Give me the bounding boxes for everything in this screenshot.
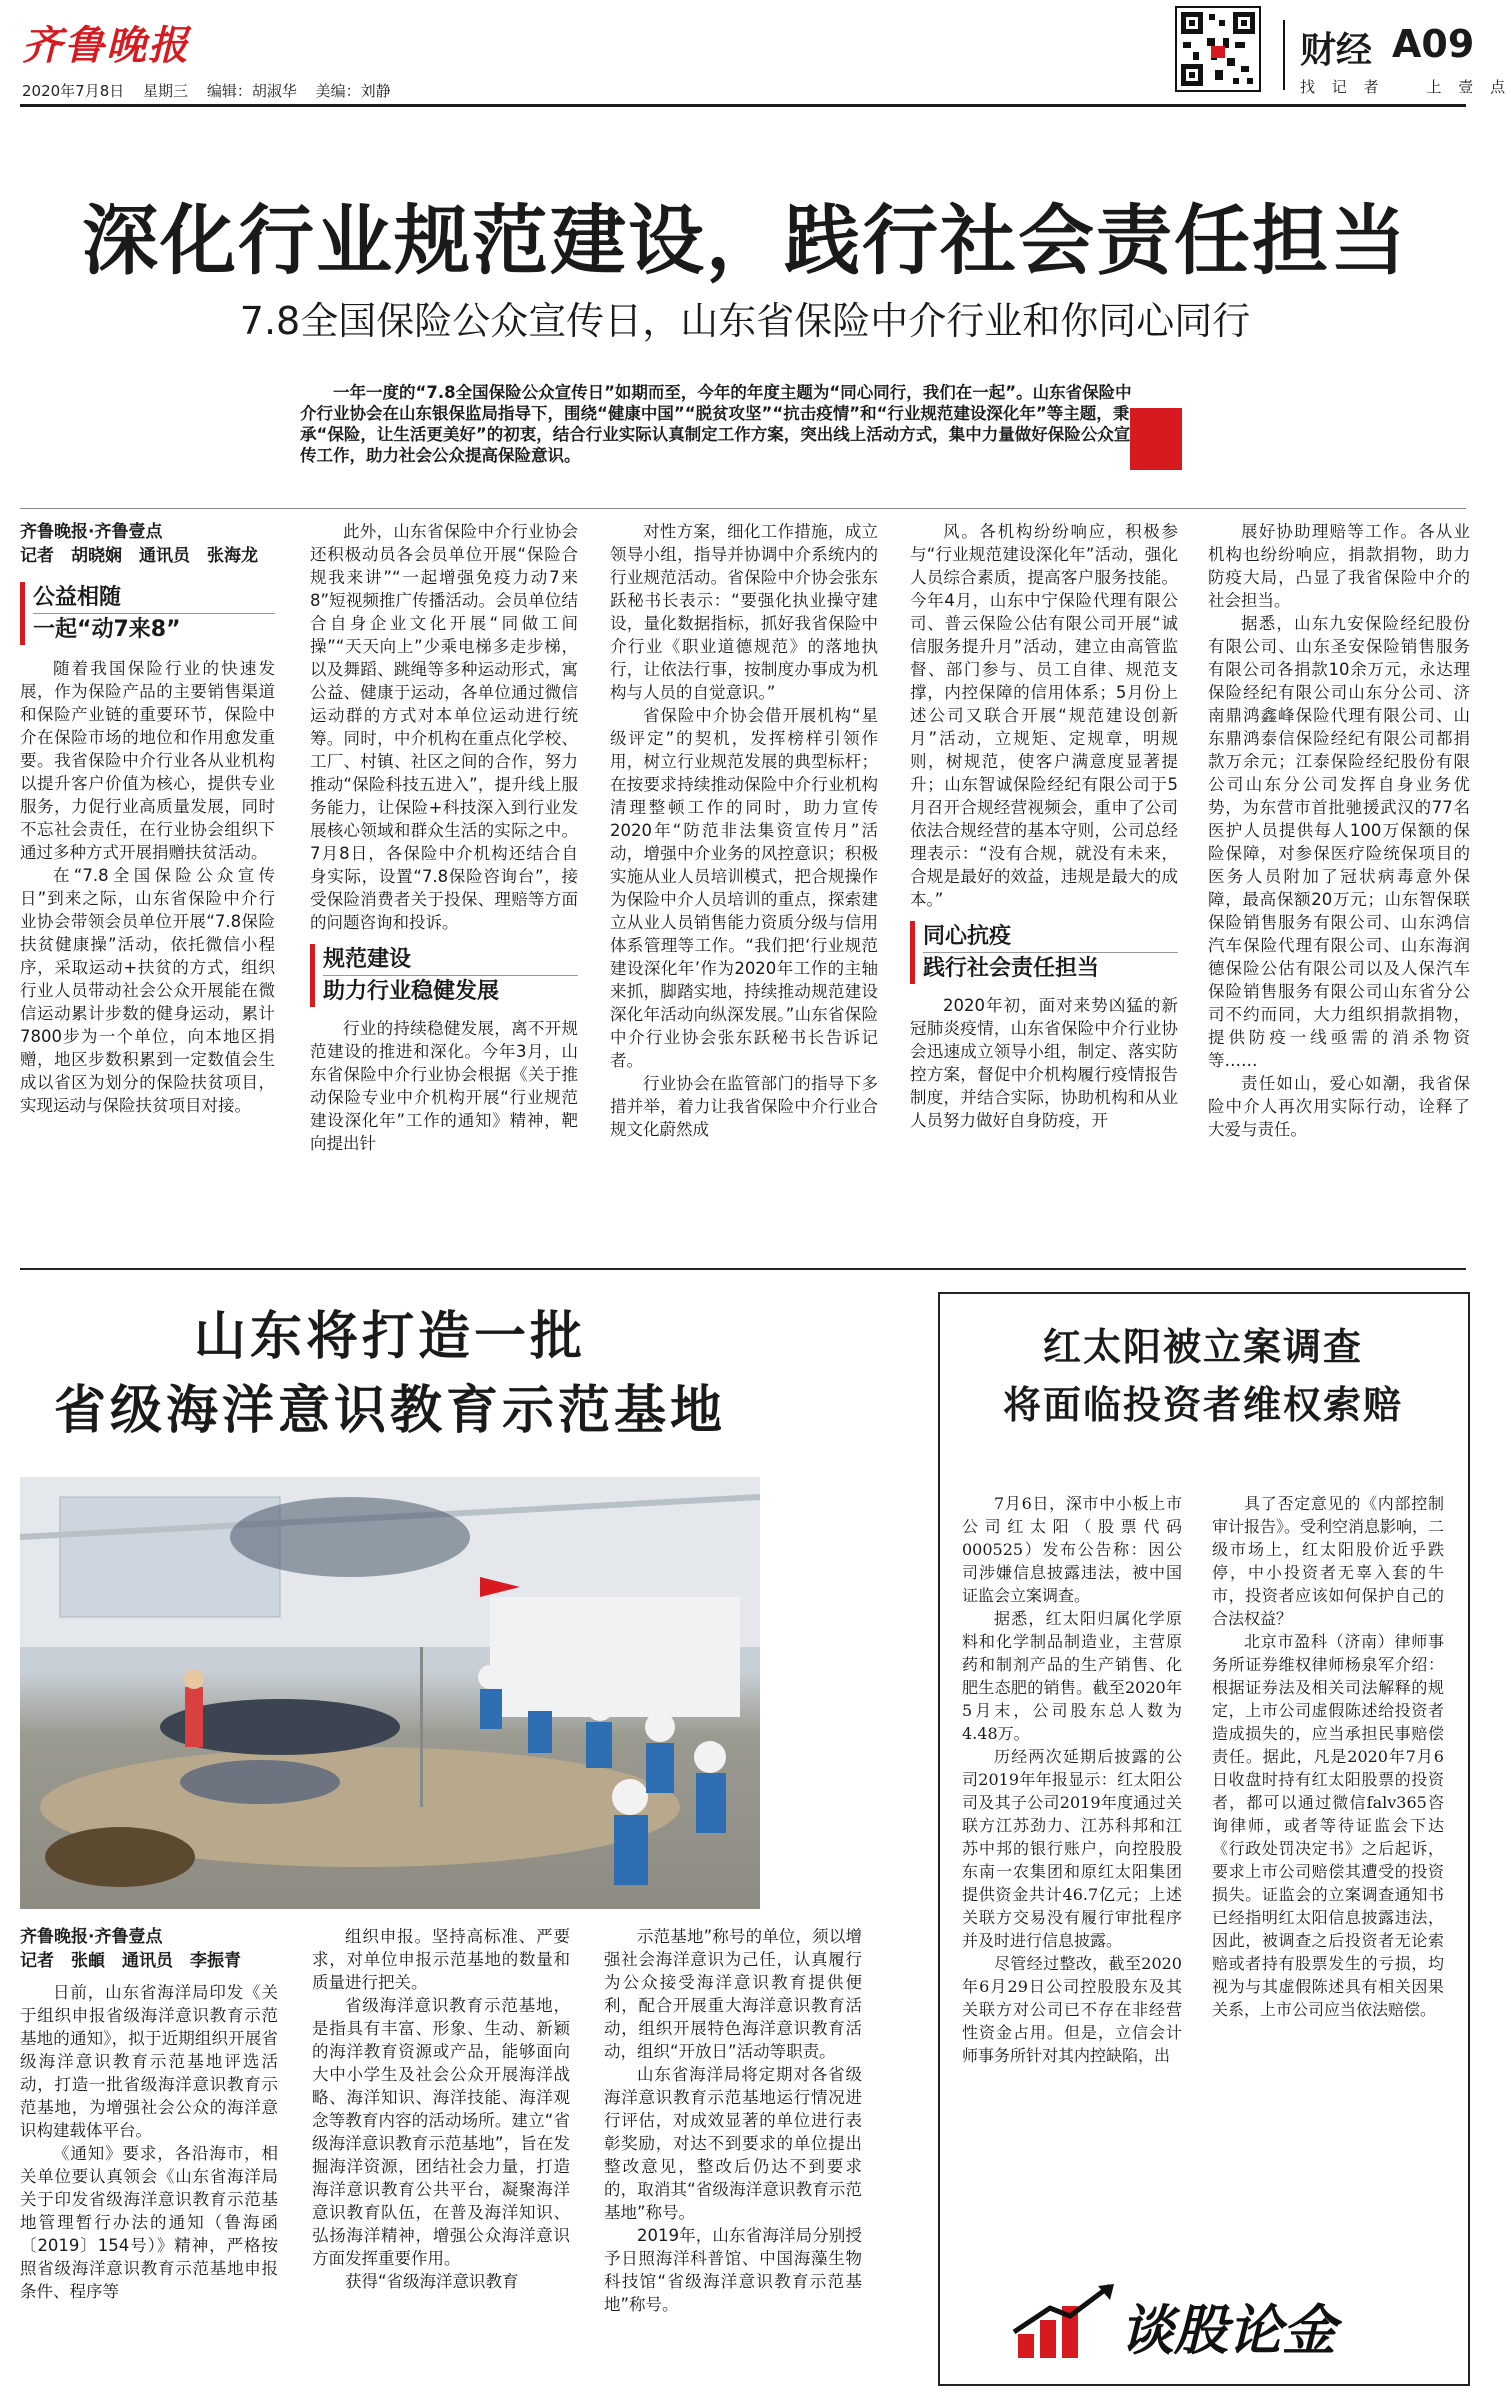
article1-column-1: [20, 520, 275, 1117]
tag-title: 公益相随: [33, 582, 275, 614]
paragraph: 随着我国保险行业的快速发展，作为保险产品的主要销售渠道和保险产业链的重要环节，保险中介在保险市场的地位和作用愈发重要。我省保险中介行业各从业机构以提升客户价值为核心，提供专业服务，力促行业高质量发展，同时不忘社会责任，在行业协会组织下通过多种方式开展捐赠扶贫活动。: [20, 659, 275, 862]
title-line-1: 红太阳被立案调查: [1042, 1325, 1363, 1369]
masthead-divider: [1283, 20, 1285, 90]
article3-column-1: [962, 1492, 1182, 2067]
section-tag-standards: [310, 944, 578, 1007]
article2-column-2: [312, 1925, 570, 2293]
paragraph: 此外，山东省保险中介行业协会还积极动员各会员单位开展“保险合规我来讲”“一起增强免疫力动7来8”短视频推广传播活动。会员单位结合自身企业文化开展“同做工间操”“天天向上”少乘电梯多走步梯，以及舞蹈、跳绳等多种运动形式，寓公益、健康于运动，各单位通过微信运动群的方式对本单位运动进行统筹。同时，中介机构在重点化学校、工厂、村镇、社区之间的合作，努力推动“保险科技五进入”，提升线上服务能力，让保险+科技深入到行业发展核心领域和群众生活的实际之中。7月8日，各保险中介机构还结合自身实际，设置“7.8保险咨询台”，接受保险消费者关于投保、理赔等方面的问题咨询和投诉。: [310, 522, 578, 932]
top-rule: [20, 104, 1466, 107]
paragraph: 《通知》要求，各沿海市，相关单位要认真领会《山东省海洋局关于印发省级海洋意识教育示范基地管理暂行办法的通知（鲁海函〔2019〕154号）》精神，严格按照省级海洋意识教育示范基地申报条件、程序等: [20, 2144, 278, 2301]
article3-column-2: [1212, 1492, 1444, 2021]
paragraph: 山东省海洋局将定期对各省级海洋意识教育示范基地运行情况进行评估，对成效显著的单位进行表彰奖励，对达不到要求的单位提出整改意见，整改后仍达不到要求的，取消其“省级海洋意识教育示范基地”称号。: [604, 2065, 862, 2222]
paragraph: 2019年，山东省海洋局分别授予日照海洋科普馆、中国海藻生物科技馆“省级海洋意识教育示范基地”称号。: [604, 2226, 862, 2314]
paragraph: 2020年初，面对来势凶猛的新冠肺炎疫情，山东省保险中介行业协会迅速成立领导小组，制定、落实防控方案，督促中介机构履行疫情报告制度，并结合实际，协助机构和从业人员努力做好自身防疫，开: [910, 996, 1178, 1130]
section-tag-antiepidemic: [910, 921, 1178, 984]
paragraph: 展好协助理赔等工作。各从业机构也纷纷响应，捐款捐物，助力防疫大局，凸显了我省保险中介的社会担当。: [1208, 522, 1470, 610]
section-tag-charity: [20, 582, 275, 645]
qr-code-icon[interactable]: [1175, 6, 1261, 92]
paragraph: 获得“省级海洋意识教育: [345, 2272, 519, 2291]
article1-column-5: [1208, 520, 1470, 1141]
article1-column-2: [310, 520, 578, 1155]
paragraph: 示范基地”称号的单位，须以增强社会海洋意识为己任，认真履行为公众接受海洋意识教育提供便利，配合开展重大海洋意识教育活动，组织开展特色海洋意识教育活动，组织“开放日”活动等职责。: [604, 1927, 862, 2061]
paragraph: 对性方案，细化工作措施，成立领导小组，指导并协调中介系统内的行业规范活动。省保险中介协会张东跃秘书长表示：“要强化执业操守建设，量化数据指标，抓好我省保险中介行业《职业道德规范》的落地执行，让依法行事，按制度办事成为机构与人员的自觉意识。”: [610, 522, 878, 702]
byline-source: 齐鲁晚报·齐鲁壹点: [20, 522, 163, 542]
article1-column-3: [610, 520, 878, 1141]
paragraph: 责任如山，爱心如潮，我省保险中介人再次用实际行动，诠释了大爱与责任。: [1208, 1074, 1470, 1139]
paragraph: 组织申报。坚持高标准、严要求，对单位申报示范基地的数量和质量进行把关。: [312, 1927, 570, 1992]
main-headline: 深化行业规范建设，践行社会责任担当: [82, 196, 1408, 285]
paragraph: 北京市盈科（济南）律师事务所证券维权律师杨泉军介绍：根据证券法及相关司法解释的规定，上市公司虚假陈述给投资者造成损失的，应当承担民事赔偿责任。据此，凡是2020年7月6日收盘时持有红太阳股票的投资者，都可以通过微信falv365咨询律师，或者等待证监会下达《行政处罚决定书》之后起诉，要求上市公司赔偿其遭受的投资损失。证监会的立案调查通知书已经指明红太阳信息披露违法，因此，被调查之后投资者无论索赔或者持有股票发生的亏损，均视为与其虚假陈述具有相关因果关系，上市公司应当依法赔偿。: [1212, 1632, 1444, 2019]
tag-title: 同心抗疫: [923, 921, 1178, 953]
paragraph: 省级海洋意识教育示范基地，是指具有丰富、形象、生动、新颖的海洋教育资源或产品，能够面向大中小学生及社会公众开展海洋战略、海洋知识、海洋技能、海洋观念等教育内容的活动场所。建立“省级海洋意识教育示范基地”，旨在发掘海洋资源，团结社会力量，打造海洋意识教育公共平台，凝聚海洋意识教育队伍，在普及海洋知识、弘扬海洋精神，增强公众海洋意识方面发挥重要作用。: [312, 1996, 570, 2268]
tag-subtitle: 助力行业稳健发展: [323, 979, 500, 1004]
lead-rule: [20, 508, 1466, 509]
decorative-red-block: [1130, 408, 1182, 470]
paragraph: 7月6日，深市中小板上市公司红太阳（股票代码000525）发布公告称：因公司涉嫌信息披露违法，被中国证监会立案调查。: [962, 1494, 1182, 1605]
paragraph: 风。各机构纷纷响应，积极参与“行业规范建设深化年”活动，强化人员综合素质，提高客户服务技能。今年4月，山东中宁保险代理有限公司、普云保险公估有限公司开展“诚信服务提升月”活动，建立由高管监督、部门参与、员工自律、规范支撑，内控保障的信用体系；5月份上述公司又联合开展“规范建设创新月”活动，立规矩、定规章，明规则，树规范，使客户满意度显著提升；山东智诚保险经纪有限公司于5月召开合规经营视频会，重申了公司依法合规经营的基本守则，公司总经理表示：“没有合规，就没有未来，合规是最好的效益，违规是最大的成本。”: [910, 522, 1178, 909]
paragraph: 行业协会在监管部门的指导下多措并举，着力让我省保险中介行业合规文化蔚然成: [610, 1074, 878, 1139]
paragraph: 据悉，山东九安保险经纪股份有限公司、山东圣安保险销售服务有限公司各捐款10余万元，永达理保险经纪有限公司山东分公司、济南鼎鸿鑫峰保险代理有限公司、山东鼎鸿泰信保险经纪有限公司都捐款万余元；江泰保险经纪股份有限公司山东分公司发挥自身业务优势，为东营市首批驰援武汉的77名医护人员提供每人100万保额的保险保障，对参保医疗险统保项目的医务人员附加了冠状病毒意外保障，最高保额20万元；山东智保联保险销售服务有限公司、山东鸿信汽车保险代理有限公司、山东海润德保险公估有限公司以及人保汽车保险销售服务有限公司山东省分公司不约而同，大力组织捐款捐物，提供防疫一线亟需的消杀物资等……: [1208, 614, 1470, 1070]
section-rule: [20, 1268, 1466, 1270]
byline-reporters: 记者 张頔 通讯员 李振青: [20, 1951, 241, 1971]
bar-chart-icon: [1010, 2282, 1120, 2362]
issue-date: 2020年7月8日: [22, 82, 125, 100]
article2-column-3: [604, 1925, 862, 2316]
article1-column-4: [910, 520, 1178, 1132]
designer-credit: 美编：刘静: [315, 82, 391, 100]
paragraph: 据悉，红太阳归属化学原料和化学制品制造业，主营原药和制剂产品的生产销售、化肥生态肥的销售。截至2020年5月末，公司股东总人数为4.48万。: [962, 1609, 1182, 1743]
tag-title: 规范建设: [323, 944, 578, 976]
dateline: [22, 80, 405, 101]
paragraph: 历经两次延期后披露的公司2019年年报显示：红太阳公司及其子公司2019年度通过关联方江苏劲力、江苏科邦和江苏中邦的银行账户，向控股股东南一农集团和原红太阳集团提供资金共计46.7亿元；上述关联方交易没有履行审批程序并及时进行信息披露。: [962, 1747, 1182, 1950]
article2-column-1: [20, 1925, 278, 2303]
main-subheadline: 7.8全国保险公众宣传日，山东省保险中介行业和你同心同行: [239, 299, 1251, 343]
news-photo-ocean-museum: [20, 1477, 760, 1909]
paragraph: 尽管经过整改，截至2020年6月29日公司控股股东及其关联方对公司已不存在非经营性资金占用。但是，立信会计师事务所针对其内控缺陷，出: [962, 1954, 1182, 2065]
paragraph: 日前，山东省海洋局印发《关于组织申报省级海洋意识教育示范基地的通知》，拟于近期组织开展省级海洋意识教育示范基地评选活动，打造一批省级海洋意识教育示范基地，为增强社会公众的海洋意识构建载体平台。: [20, 1983, 278, 2140]
section-tagline: 找 记 者 上 壹 点: [1300, 78, 1511, 96]
paragraph: 省保险中介协会借开展机构“星级评定”的契机，发挥榜样引领作用，树立行业规范发展的典型标杆；在按要求持续推动保险中介行业机构清理整顿工作的同时，助力宣传2020年“防范非法集资宣传月”活动，增强中介业务的风控意识；积极实施从业人员培训模式，把合规操作为保险中介人员培训的重点，探索建立从业人员销售能力资质分级与信用体系管理等工作。“我们把‘行业规范建设深化年’作为2020年工作的主轴来抓，脚踏实地，持续推动规范建设深化年活动向纵深发展。”山东省保险中介行业协会张东跃秘书长告诉记者。: [610, 706, 878, 1070]
article-lead: 一年一度的“7.8全国保险公众宣传日”如期而至，今年的年度主题为“同心同行，我们在一起”。山东省保险中介行业协会在山东银保监局指导下，围绕“健康中国”“脱贫攻坚”“抗击疫情”和“行业规范建设深化年”等主题，秉承“保险，让生活更美好”的初衷，结合行业实际认真制定工作方案，突出线上活动方式，集中力量做好保险公众宣传工作，助力社会公众提高保险意识。: [300, 383, 1132, 465]
section-name: 财经: [1300, 30, 1373, 71]
editor-credit: 编辑：胡淑华: [206, 82, 297, 100]
byline-source: 齐鲁晚报·齐鲁壹点: [20, 1927, 163, 1947]
column-logo-stock-talk: [1010, 2282, 1410, 2362]
tag-subtitle: 一起“动7来8”: [33, 617, 181, 642]
article2-title: [20, 1300, 760, 1448]
paragraph: 具了否定意见的《内部控制审计报告》。受利空消息影响，二级市场上，红太阳股价近乎跌停，中小投资者无辜入套的牛市，投资者应该如何保护自己的合法权益？: [1212, 1494, 1445, 1628]
title-line-1: 山东将打造一批: [193, 1307, 586, 1367]
newspaper-logo: 齐鲁晚报: [22, 22, 190, 69]
column-logo-text: 谈股论金: [1120, 2299, 1336, 2362]
title-line-2: 将面临投资者维权索赔: [1002, 1383, 1403, 1427]
title-line-2: 省级海洋意识教育示范基地: [53, 1381, 726, 1441]
byline-reporters: 记者 胡晓娴 通讯员 张海龙: [20, 546, 258, 566]
paragraph: 在“7.8全国保险公众宣传日”到来之际，山东省保险中介行业协会带领会员单位开展“7.8保险扶贫健康操”活动，依托微信小程序，采取运动+扶贫的方式，组织行业人员带动社会公众开展能在微信运动累计步数的健身运动，累计7800步为一个单位，向本地区捐赠，地区步数积累到一定数值会生成以省区为划分的保险扶贫项目，实现运动与保险扶贫项目对接。: [20, 866, 275, 1115]
issue-weekday: 星期三: [143, 82, 189, 100]
tag-subtitle: 践行社会责任担当: [923, 956, 1100, 981]
page-number: A09: [1392, 22, 1475, 66]
article3-title: [940, 1318, 1466, 1434]
paragraph: 行业的持续稳健发展，离不开规范建设的推进和深化。今年3月，山东省保险中介行业协会根据《关于推动保险专业中介机构开展“行业规范建设深化年”工作的通知》精神，靶向提出针: [310, 1019, 578, 1153]
